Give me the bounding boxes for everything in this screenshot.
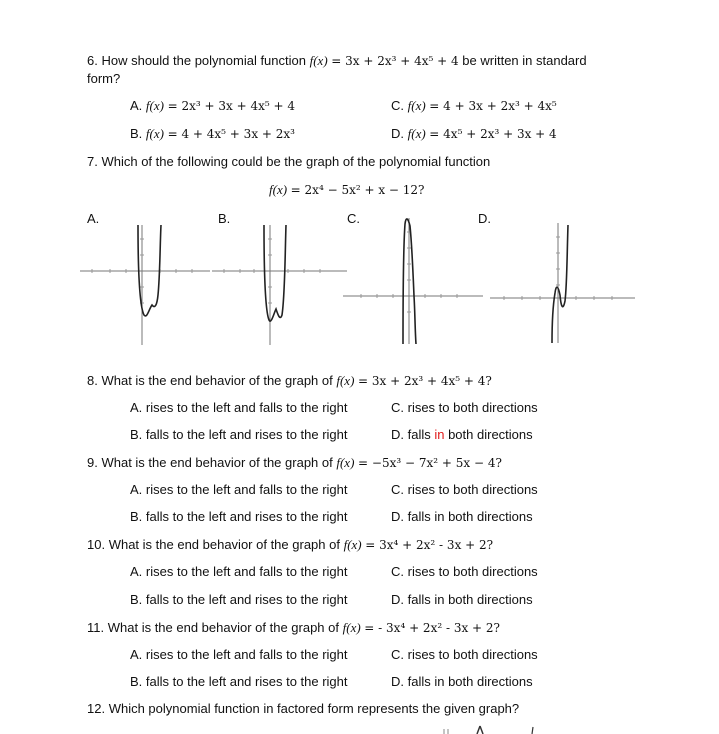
q9-fn: f(x) <box>336 455 355 470</box>
q6-stem-line2: form? <box>87 71 121 86</box>
q9-option-d[interactable]: D. falls in both directions <box>391 509 533 524</box>
q6-option-a-letter: A. <box>130 98 143 113</box>
q8-option-d-highlight: in <box>434 427 445 442</box>
q7-fn: f(x) <box>269 182 288 197</box>
q12-number: 12. <box>87 701 106 716</box>
q8-number: 8. <box>87 373 98 388</box>
q8-text: What is the end behavior of the graph of <box>101 373 333 388</box>
q12-text: Which polynomial function in factored form represents the given graph? <box>108 701 520 716</box>
q11-text: What is the end behavior of the graph of <box>107 620 339 635</box>
q6-option-b-letter: B. <box>130 126 143 141</box>
q6-option-c[interactable] <box>391 98 557 114</box>
q11-option-b[interactable]: B. falls to the left and rises to the right <box>130 674 348 689</box>
q6-option-c-letter: C. <box>391 98 404 113</box>
q6-option-c-fn: f(x) <box>407 98 426 113</box>
q6-option-a-expr: = 2x³ + 3x + 4x⁵ + 4 <box>167 99 295 113</box>
q6-expr: = 3x + 2x³ + 4x⁵ + 4 <box>331 54 459 68</box>
q10-expr: = 3x⁴ + 2x² - 3x + 2? <box>365 538 494 552</box>
q10-stem <box>87 537 493 553</box>
q11-fn: f(x) <box>342 620 361 635</box>
q8-option-d-pre: D. falls <box>391 427 435 442</box>
q12-graph-arrow-right <box>480 726 483 734</box>
q11-option-a[interactable]: A. rises to the left and falls to the right <box>130 647 348 662</box>
q12-stem <box>87 701 519 716</box>
graph-label-d[interactable]: D. <box>478 211 491 226</box>
q11-stem <box>87 620 500 636</box>
q7-number: 7. <box>87 154 98 169</box>
q10-number: 10. <box>87 537 106 552</box>
q9-text: What is the end behavior of the graph of <box>101 455 333 470</box>
q12-graph-curve-top <box>532 727 533 734</box>
q10-fn: f(x) <box>343 537 362 552</box>
q8-option-a[interactable]: A. rises to the left and falls to the right <box>130 400 348 415</box>
q9-stem <box>87 455 502 471</box>
q6-option-b-expr: = 4 + 4x⁵ + 3x + 2x³ <box>167 127 295 141</box>
graph-d-curve <box>552 225 568 343</box>
graph-c[interactable] <box>343 212 483 344</box>
q8-stem <box>87 373 492 389</box>
q6-stem <box>87 53 587 69</box>
q6-option-b-fn: f(x) <box>145 126 164 141</box>
q6-option-d-expr: = 4x⁵ + 2x³ + 3x + 4 <box>429 127 557 141</box>
q6-option-d[interactable] <box>391 126 557 142</box>
q6-tail: be written in standard <box>462 53 587 68</box>
q12-graph-arrow <box>477 726 480 734</box>
q8-fn: f(x) <box>336 373 355 388</box>
q8-option-d[interactable] <box>391 427 533 442</box>
q11-option-d[interactable]: D. falls in both directions <box>391 674 533 689</box>
q8-option-b[interactable]: B. falls to the left and rises to the right <box>130 427 348 442</box>
graph-label-a[interactable]: A. <box>87 211 100 226</box>
q8-expr: = 3x + 2x³ + 4x⁵ + 4? <box>358 374 492 388</box>
q10-option-d[interactable]: D. falls in both directions <box>391 592 533 607</box>
graph-label-b[interactable]: B. <box>218 211 231 226</box>
q6-option-d-letter: D. <box>391 126 404 141</box>
q6-option-b[interactable] <box>130 126 295 142</box>
graph-d[interactable] <box>490 215 635 345</box>
q8-option-c[interactable]: C. rises to both directions <box>391 400 538 415</box>
q10-option-c[interactable]: C. rises to both directions <box>391 564 538 579</box>
graph-a[interactable] <box>80 225 210 345</box>
q6-number: 6. <box>87 53 98 68</box>
q9-option-b[interactable]: B. falls to the left and rises to the right <box>130 509 348 524</box>
q10-option-b[interactable]: B. falls to the left and rises to the right <box>130 592 348 607</box>
q12-graph-partial <box>440 724 540 734</box>
q7-stem <box>87 154 490 169</box>
q6-option-a-fn: f(x) <box>145 98 164 113</box>
q11-option-c[interactable]: C. rises to both directions <box>391 647 538 662</box>
q8-option-d-post: both directions <box>444 427 533 442</box>
q9-number: 9. <box>87 455 98 470</box>
q6-option-a[interactable] <box>130 98 295 114</box>
q10-option-a[interactable]: A. rises to the left and falls to the right <box>130 564 348 579</box>
q6-option-c-expr: = 4 + 3x + 2x³ + 4x⁵ <box>429 99 557 113</box>
q6-text: How should the polynomial function <box>101 53 306 68</box>
graph-b[interactable] <box>212 225 347 345</box>
q7-text: Which of the following could be the graph of the polynomial function <box>101 154 491 169</box>
graph-b-curve <box>264 225 286 321</box>
q7-function <box>269 182 425 198</box>
q11-number: 11. <box>87 620 105 635</box>
q9-expr: = −5x³ − 7x² + 5x − 4? <box>358 456 502 470</box>
q9-option-c[interactable]: C. rises to both directions <box>391 482 538 497</box>
graph-label-c[interactable]: C. <box>347 211 360 226</box>
q11-expr: = - 3x⁴ + 2x² - 3x + 2? <box>364 621 500 635</box>
q6-fn: f(x) <box>309 53 328 68</box>
q10-text: What is the end behavior of the graph of <box>108 537 340 552</box>
q6-option-d-fn: f(x) <box>407 126 426 141</box>
q7-expr: = 2x⁴ − 5x² + x − 12? <box>290 183 425 197</box>
q9-option-a[interactable]: A. rises to the left and falls to the right <box>130 482 348 497</box>
